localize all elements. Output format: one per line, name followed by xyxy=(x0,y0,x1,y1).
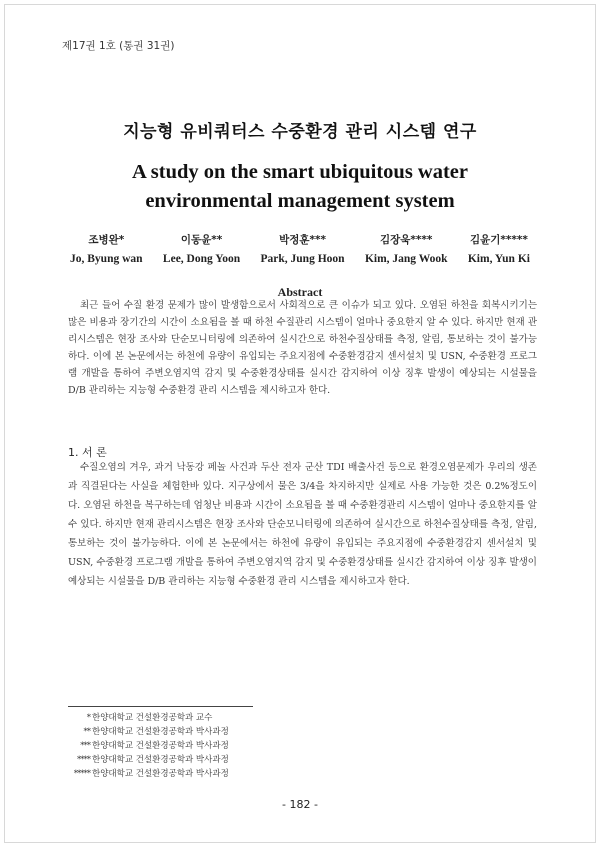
abstract-heading: Abstract xyxy=(277,285,323,299)
page-number: - 182 - xyxy=(282,798,318,811)
author xyxy=(365,232,448,265)
author xyxy=(261,232,345,265)
footnote-text: 한양대학교 건설환경공학과 박사과정 xyxy=(92,755,229,765)
footnote-mark: **** xyxy=(77,755,90,765)
author-name-korean: 이동윤** xyxy=(180,234,223,246)
footnote-list xyxy=(68,711,229,781)
footnote-mark: * xyxy=(86,713,90,723)
title-english: A study on the smart ubiquitous water environmental management system xyxy=(131,161,469,212)
footnote-text: 한양대학교 건설환경공학과 박사과정 xyxy=(92,727,229,737)
footnote xyxy=(68,725,229,739)
author-name-korean: 김윤기***** xyxy=(469,234,528,246)
section-heading-introduction: 1. 서 론 xyxy=(68,446,107,459)
author xyxy=(163,232,240,265)
footnote xyxy=(68,711,229,725)
author-list xyxy=(70,232,530,265)
author-name-english: Kim, Jang Wook xyxy=(364,253,448,265)
footnote-text: 한양대학교 건설환경공학과 박사과정 xyxy=(92,741,229,751)
author-name-english: Kim, Yun Ki xyxy=(467,253,530,265)
introduction-text: 수질오염의 겨우, 과거 낙동강 페놀 사건과 두산 전자 군산 TDI 배출사건 등으로 환경오염문제가 우리의 생존과 직결된다는 사실을 체험한바 있다. 지구상에서 물은 3/4을 차지하지만 실제로 사용 가능한 것은 0.2%정도이다. 오염된 하천을 복구하는데 엄청난 비용과 시간이 소요됨을 볼 때 수중환경관리 시스템이 얼마나 중요한지를 알 수 있다. 하지만 현재 관리시스템은 현장 조사와 단순모니터링에 의존하여 실시간으로 하천수질상태를 측정, 알림, 통보하는 것이 불가능하다. 이에 본 논문에서는 하천에 유량이 유입되는 주요지점에 수중환경감지 센서설치 및 USN, 수중환경 프로그램 개발을 통하여 주변오염지역 감지 및 수중환경상태를 실시간 감지하여 이상 징후 발생이 예상되는 시설물을 D/B 관리하는 지능형 수중환경 관리 시스템을 제시하고자 한다. xyxy=(68,462,537,587)
abstract-text: 최근 들어 수질 환경 문제가 많이 발생함으로서 사회적으로 큰 이슈가 되고 있다. 오염된 하천을 회복시키기는 많은 비용과 장기간의 시간이 소요됨을 볼 때 하천 수질관리 시스템이 얼마나 중요한지 알 수 있다. 하지만 현재 관리시스템은 현장 조사와 단순모니터링에 의존하여 실시간으로 하천수질상태를 측정, 알림, 통보하는 것이 불가능하다. 이에 본 논문에서는 하천에 유량이 유입되는 주요지점에 수중환경감지 센서설치 및 USN, 수중환경 프로그램 개발을 통하여 주변오염지역 감지 및 수중환경상태를 실시간 감지하여 이상 징후 발생이 예상되는 시설물을 D/B 관리하는 지능형 수중환경 관리 시스템을 제시하고자 한다. xyxy=(68,300,537,396)
title-korean: 지능형 유비쿼터스 수중환경 관리 시스템 연구 xyxy=(123,122,477,142)
footnote-mark: *** xyxy=(80,741,90,751)
footnote xyxy=(68,767,229,781)
journal-issue: 제17권 1호 (통권 31권) xyxy=(62,40,175,52)
author-name-korean: 김장욱**** xyxy=(380,234,433,246)
author-name-english: Park, Jung Hoon xyxy=(260,253,345,265)
footnote-mark: ** xyxy=(83,727,90,737)
author-name-korean: 박정훈*** xyxy=(279,234,326,246)
author-name-english: Jo, Byung wan xyxy=(70,253,143,265)
footnote xyxy=(68,739,229,753)
author-name-english: Lee, Dong Yoon xyxy=(162,253,241,265)
footnote xyxy=(68,753,229,767)
author xyxy=(70,232,143,265)
author-name-korean: 조병완* xyxy=(88,234,125,246)
footnote-text: 한양대학교 건설환경공학과 교수 xyxy=(92,713,213,723)
author xyxy=(468,232,530,265)
footnote-mark: ***** xyxy=(73,769,90,779)
footnote-text: 한양대학교 건설환경공학과 박사과정 xyxy=(92,769,229,779)
footnote-divider xyxy=(68,706,253,707)
